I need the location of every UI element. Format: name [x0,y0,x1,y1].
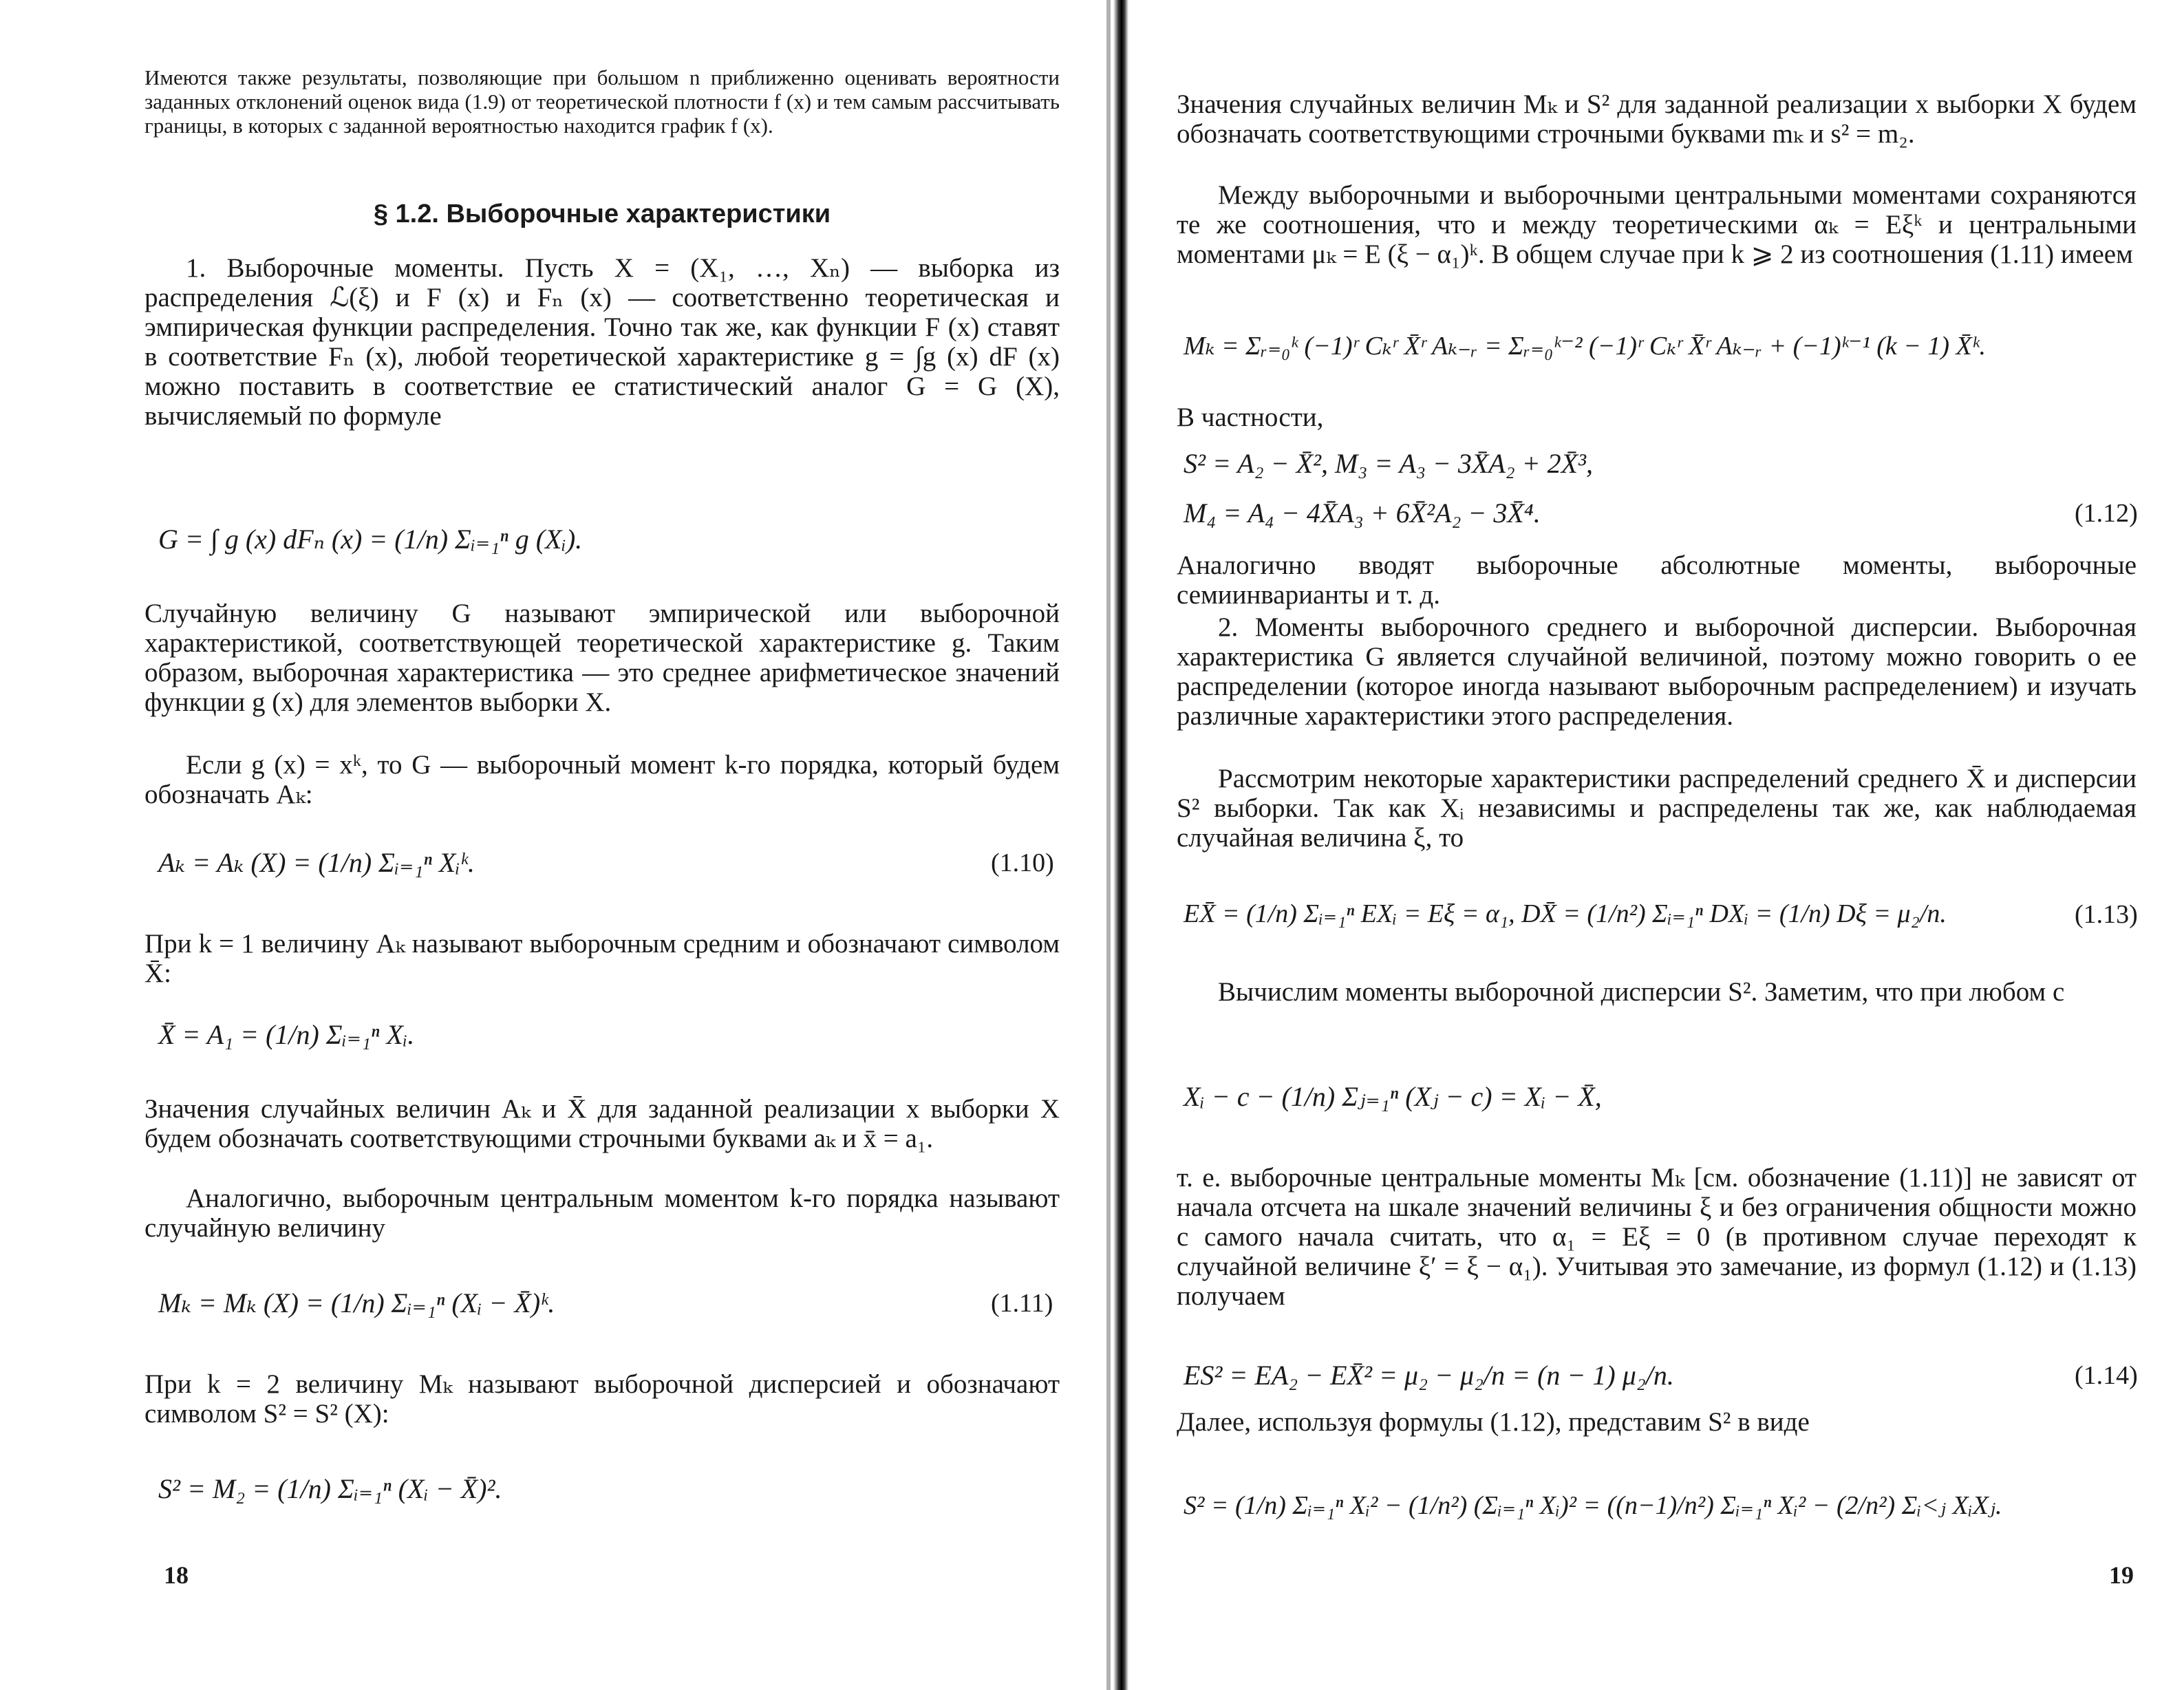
formula-Mk-expansion: Mₖ = Σᵣ₌₀ᵏ (−1)ʳ Cₖʳ X̄ʳ Aₖ₋ᵣ = Σᵣ₌₀ᵏ⁻² (−1)ʳ Cₖʳ X̄ʳ Aₖ₋ᵣ + (−1)ᵏ⁻¹ (k − 1) X̄ᵏ. [1184,332,1986,361]
section-title: § 1.2. Выборочные характеристики [373,200,831,228]
equation-number-1-12: (1.12) [2075,499,2138,528]
formula-S2-M3: S² = A₂ − X̄², M₃ = A₃ − 3X̄A₂ + 2X̄³, [1184,448,1594,479]
equation-number-1-14: (1.14) [2075,1361,2138,1390]
paragraph-sample-characteristic: Случайную величину G называют эмпирической или выборочной характеристикой, соответствующей теоретической характеристике g. Таким образом, выборочная характеристика — это среднее арифметическое значений функции g (x) для элементов выборки X. [144,599,1060,717]
page-number-right: 19 [2109,1561,2134,1589]
paragraph-moments-of-mean-variance: 2. Моменты выборочного среднего и выборочной дисперсии. Выборочная характеристика G является случайной величиной, поэтому можно говорить о ее распределении (которое иногда называют выборочным распределением) и изучать различные характеристики этого распределения. [1177,612,2137,731]
formula-Mk: Mₖ = Mₖ (X) = (1/n) Σᵢ₌₁ⁿ (Xᵢ − X̄)ᵏ. [158,1287,555,1318]
paragraph-moment-def: Если g (x) = xᵏ, то G — выборочный момент k-го порядка, который будем обозначать Aₖ: [144,750,1060,809]
paragraph-central-moment: Аналогично, выборочным центральным моментом k-го порядка называют случайную величину [144,1184,1060,1243]
formula-Ak: Aₖ = Aₖ (X) = (1/n) Σᵢ₌₁ⁿ Xᵢᵏ. [158,847,475,878]
equation-number-1-13: (1.13) [2075,900,2138,929]
formula-ES2: ES² = EA₂ − EX̄² = μ₂ − μ₂/n = (n − 1) μ₂/n. [1184,1360,1674,1391]
formula-mean-moments: EX̄ = (1/n) Σᵢ₌₁ⁿ EXᵢ = Eξ = α₁, DX̄ = (1/n²) Σᵢ₌₁ⁿ DXᵢ = (1/n) Dξ = μ₂/n. [1184,899,1947,928]
formula-mean: X̄ = A₁ = (1/n) Σᵢ₌₁ⁿ Xᵢ. [158,1019,415,1050]
paragraph-variance-moments: Вычислим моменты выборочной дисперсии S². Заметим, что при любом c [1218,977,2065,1007]
page-number-left: 18 [164,1561,189,1589]
equation-number-1-10: (1.10) [991,848,1054,877]
paragraph-sample-variance: При k = 2 величину Mₖ называют выборочной дисперсией и обозначают символом S² = S² (X): [144,1369,1060,1429]
intro-paragraph: Имеются также результаты, позволяющие при большом n приближенно оценивать вероятности заданных отклонений оценок вида (1.9) от теоретической плотности f (x) и тем самым рассчитывать границы, в которых с заданной вероятностью находится график f (x). [144,65,1060,138]
paragraph-analog: Аналогично вводят выборочные абсолютные моменты, выборочные семиинварианты и т. д. [1177,550,2137,610]
paragraph-in-particular: В частности, [1177,403,1324,432]
equation-number-1-11: (1.11) [991,1289,1053,1318]
formula-S2: S² = M₂ = (1/n) Σᵢ₌₁ⁿ (Xᵢ − X̄)². [158,1473,502,1504]
paragraph-characteristics: Рассмотрим некоторые характеристики распределений среднего X̄ и дисперсии S² выборки. Так как Xᵢ независимы и распределены так же, как наблюдаемая случайная величина ξ, то [1177,764,2137,853]
formula-G: G = ∫ g (x) dFₙ (x) = (1/n) Σᵢ₌₁ⁿ g (Xᵢ). [158,524,583,555]
formula-centering: Xᵢ − c − (1/n) Σⱼ₌₁ⁿ (Xⱼ − c) = Xᵢ − X̄, [1184,1081,1602,1112]
formula-S2-expansion: S² = (1/n) Σᵢ₌₁ⁿ Xᵢ² − (1/n²) (Σᵢ₌₁ⁿ Xᵢ)² = ((n−1)/n²) Σᵢ₌₁ⁿ Xᵢ² − (2/n²) Σᵢ<ⱼ XᵢXⱼ. [1184,1491,2002,1520]
right-page [1128,0,2184,1690]
paragraph-sample-mean: При k = 1 величину Aₖ называют выборочным средним и обозначают символом X̄: [144,929,1060,988]
paragraph-realization-m: Значения случайных величин Mₖ и S² для заданной реализации x выборки X будем обозначать соответствующими строчными буквами mₖ и s² = m₂. [1177,89,2137,149]
paragraph-relations: Между выборочными и выборочными центральными моментами сохраняются те же соотношения, что и между теоретическими αₖ = Eξᵏ и центральными моментами μₖ = E (ξ − α₁)ᵏ. В общем случае при k ⩾ 2 из соотношения (1.11) имеем [1177,180,2137,269]
paragraph-realization: Значения случайных величин Aₖ и X̄ для заданной реализации x выборки X будем обозначать соответствующими строчными буквами aₖ и x̄ = a₁. [144,1094,1060,1153]
formula-M4: M₄ = A₄ − 4X̄A₃ + 6X̄²A₂ − 3X̄⁴. [1184,498,1541,528]
paragraph-sample-moments: 1. Выборочные моменты. Пусть X = (X₁, …, Xₙ) — выборка из распределения ℒ(ξ) и F (x) и Fₙ (x) — соответственно теоретическая и эмпирическая функции распределения. Точно так же, как функции F (x) ставят в соответствие Fₙ (x), любой теоретической характеристике g = ∫g (x) dF (x) можно поставить в соответствие ее статистический аналог G = G (X), вычисляемый по формуле [144,253,1060,431]
paragraph-further: Далее, используя формулы (1.12), представим S² в виде [1177,1407,1810,1437]
paragraph-shift-invariance: т. е. выборочные центральные моменты Mₖ [см. обозначение (1.11)] не зависят от начала отсчета на шкале значений величины ξ и без ограничения общности можно с самого начала считать, что α₁ = Eξ = 0 (в противном случае переходят к случайной величине ξ′ = ξ − α₁). Учитывая это замечание, из формул (1.12) и (1.13) получаем [1177,1163,2137,1311]
